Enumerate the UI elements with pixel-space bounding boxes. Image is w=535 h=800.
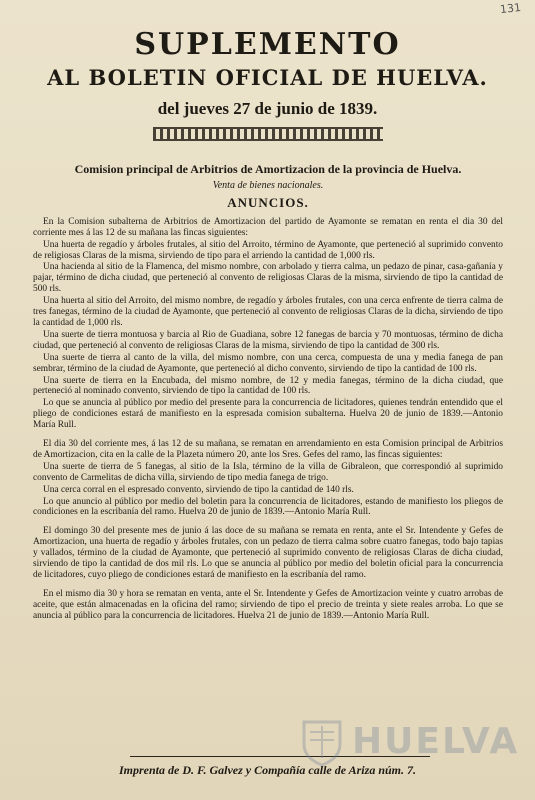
paragraph: Una suerte de tierra al canto de la villa, del mismo nombre, con una cerca, compuesta de una y media fanega de pan sembrar, término de la ciudad de Ayamonte, que perteneció al dicho convento, sirviendo de tipo la cantidad de 100 rls. (33, 352, 503, 374)
section-heading: Comision principal de Arbitrios de Amortizacion de la provincia de Huelva. (74, 162, 462, 176)
paragraph: Una suerte de tierra montuosa y barcia al Rio de Guadiana, sobre 12 fanegas de barcia y 70 montuosas, término de dicha ciudad, que perteneció al convento de religiosas Claras de la misma, sirviendo de tipo la cantidad de 300 rls. (33, 329, 503, 351)
archive-watermark (300, 712, 530, 772)
document-body (33, 162, 503, 623)
spacer (33, 432, 503, 439)
paragraph: Una cerca corral en el espresado convento, sirviendo de tipo la cantidad de 140 rls. (43, 484, 354, 495)
watermark-text: HUELVA (352, 721, 520, 762)
paragraph: El domingo 30 del presente mes de junio á las doce de su mañana se remata en renta, ante el Sr. Intendente y Gefes de Amortizacion, una huerta de regadío y árboles frutales, con un pedazo de tierra calma sobre cuatro fanegas, todo bajo tapias y vallados, término de la ciudad de Ayamonte, que perteneció al suprimido convento de religiosas Claras de dicha ciudad, sirviendo de tipo la cantidad de dos mil rls. Lo que se anuncia al público por medio del boletin oficial para la concurrencia de licitadores, cuyo pliego de condiciones estará de manifiesto en la escribanía del ramo. (33, 526, 503, 580)
page-subtitle: AL BOLETIN OFICIAL DE HUELVA. (47, 65, 488, 90)
printer-imprint: Imprenta de D. F. Galvez y Compañía calle de Ariza núm. 7. (118, 763, 416, 777)
ornamental-rule (153, 127, 383, 141)
paragraph: Una suerte de tierra en la Encubada, del mismo nombre, de 12 y media fanegas, término de la dicha ciudad, que perteneció al nominado convento, sirviendo de tipo la cantidad de 100 rls. (33, 375, 503, 397)
spacer (33, 582, 503, 589)
paragraph: El dia 30 del corriente mes, á las 12 de su mañana, se rematan en arrendamiento en esta Comision principal de Arbitrios de Amortizacion, cita en la calle de la Plazeta número 20, ante los Sres. Gefes del ramo, las fincas siguientes: (33, 439, 503, 460)
issue-date: del jueves 27 de junio de 1839. (157, 99, 378, 118)
paragraph: Lo que se anuncia al público por medio del presente para la concurrencia de licitadores, quienes tendrán entendido que el pliego de condiciones estará de manifiesto en la espresada comision subalterna. Huelva 20 de junio de 1839.—Antonio María Rull. (33, 398, 503, 431)
paragraph: En el mismo dia 30 y hora se rematan en venta, ante el Sr. Intendente y Gefes de Amortizacion veinte y cuatro arrobas de aceite, que están almacenadas en la oficina del ramo; sirviendo de tipo el precio de treinta y siete reales arroba. Lo que se anuncia al público para la concurrencia de licitadores. Huelva 21 de junio de 1839.—Antonio María Rull. (33, 588, 503, 621)
paragraph: Una huerta al sitio del Arroito, del mismo nombre, de regadío y árboles frutales, con una cerca enfrente de tierra calma de tres fanegas, término de la ciudad de Ayamonte, que perteneció al convento de religiosas Claras de la dicha, sirviendo de tipo la cantidad de 1,000 rls. (33, 296, 503, 328)
paragraph: Lo que anuncio al público por medio del boletin para la concurrencia de licitadores, estando de manifiesto los pliegos de condiciones en la escribanía del ramo. Huelva 20 de junio de 1839.—Antonio María Rull. (33, 496, 503, 518)
paragraph: Una hacienda al sitio de la Flamenca, del mismo nombre, con arbolado y tierra calma, un pedazo de pinar, casa-gañanía y pajar, término de dicha ciudad, que perteneció al convento de religiosas Claras de la misma, sirviendo de tipo la cantidad de 500 rls. (33, 262, 503, 295)
margin-annotation: 131 (499, 0, 522, 17)
masthead (0, 28, 535, 141)
paragraph: Una huerta de regadío y árboles frutales, al sitio del Arroito, término de Ayamonte, que perteneció al suprimido convento de religiosas Claras de la misma, sirviendo de tipo para el arriendo la cantidad de 1,000 rls. (33, 239, 503, 261)
section-subheading: Venta de bienes nacionales. (212, 180, 324, 191)
paragraph: En la Comision subalterna de Arbitrios de Amortizacion del partido de Ayamonte se rematan en renta el dia 30 del corriente mes á las 12 de su mañana las fincas siguientes: (33, 216, 503, 238)
coat-of-arms-icon (300, 718, 344, 766)
page-title: SUPLEMENTO (134, 27, 401, 62)
paragraph: Una suerte de tierra de 5 fanegas, al sitio de la Isla, término de la villa de Gibraleon, que correspondió al suprimido convento de Carmelitas de dicha villa, sirviendo de tipo media fanega de trigo. (33, 461, 503, 483)
announcements-heading: ANUNCIOS. (227, 194, 309, 210)
